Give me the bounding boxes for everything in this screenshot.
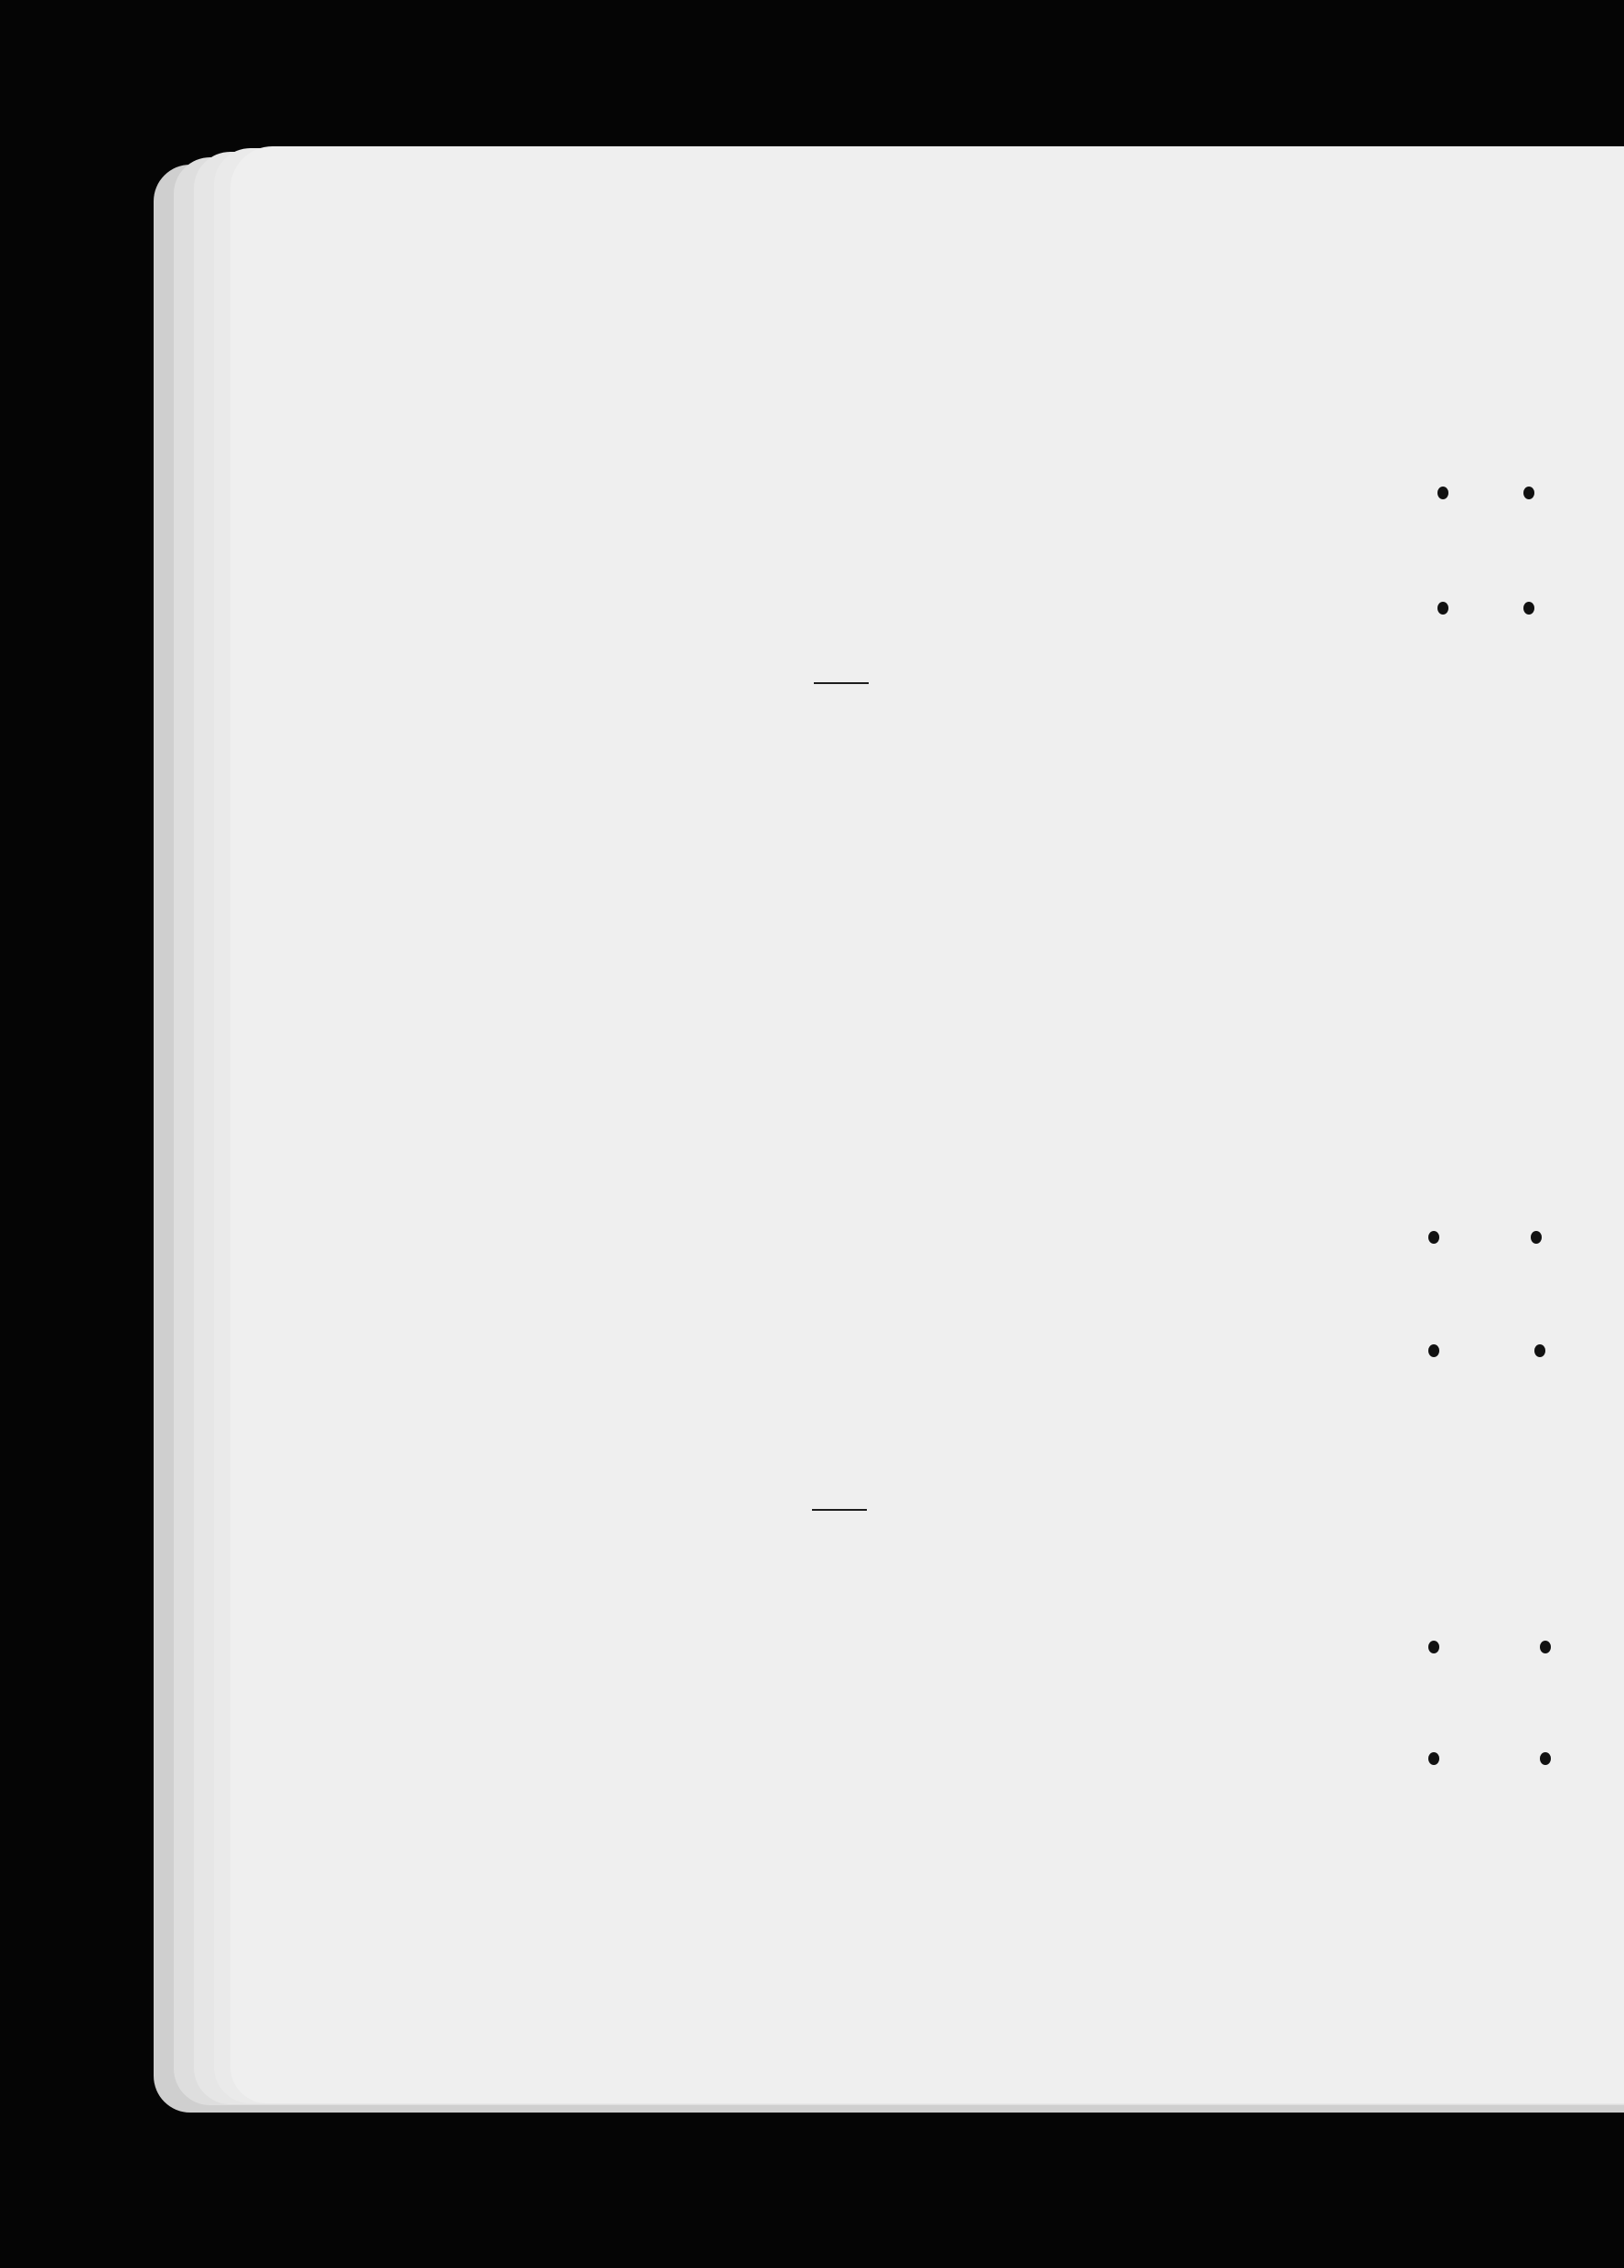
book-page xyxy=(230,146,1624,2103)
binding-hole xyxy=(1428,1641,1439,1653)
binding-hole xyxy=(1428,1752,1439,1765)
section-divider xyxy=(812,1509,867,1511)
binding-hole xyxy=(1428,1231,1439,1244)
binding-hole xyxy=(1437,602,1448,615)
binding-hole xyxy=(1540,1752,1551,1765)
binding-hole xyxy=(1523,487,1534,499)
binding-hole xyxy=(1523,602,1534,615)
binding-hole xyxy=(1437,487,1448,499)
section-divider xyxy=(814,682,869,684)
binding-hole xyxy=(1540,1641,1551,1653)
binding-hole xyxy=(1534,1344,1545,1357)
binding-hole xyxy=(1428,1344,1439,1357)
binding-hole xyxy=(1531,1231,1542,1244)
